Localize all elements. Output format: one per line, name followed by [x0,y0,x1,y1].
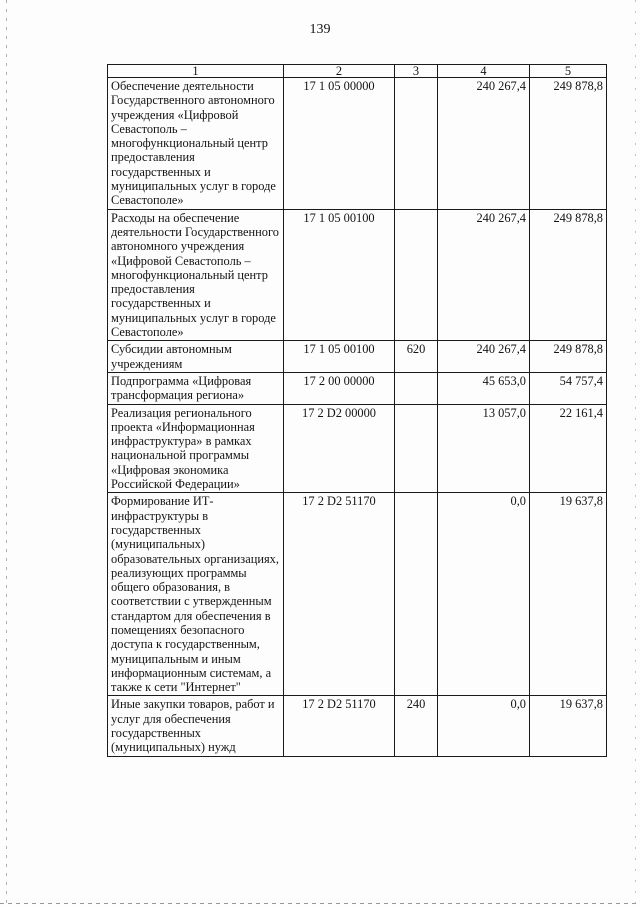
row-expense-type: 620 [395,341,438,373]
row-amount-1: 240 267,4 [438,341,530,373]
column-header-name: 1 [108,65,284,78]
row-name: Подпрограмма «Цифровая трансформация региона» [108,372,284,404]
row-expense-type [395,372,438,404]
row-expense-type: 240 [395,696,438,756]
table-row [108,341,607,373]
row-name: Реализация регионального проекта «Информационная инфраструктура» в рамках национальной программы «Цифровая экономика Российской Федерации» [108,404,284,493]
row-name: Обеспечение деятельности Государственного автономного учреждения «Цифровой Севастополь – многофункциональный центр предоставления государственных и муниципальных услуг в городе Севастополе» [108,78,284,210]
page-number: 139 [309,22,331,37]
column-header-amount-1: 4 [438,65,530,78]
row-code: 17 2 D2 51170 [284,493,395,696]
scan-edge-right [635,0,636,905]
row-code: 17 1 05 00000 [284,78,395,210]
table-row [108,78,607,210]
table-header-row [108,65,607,78]
table-row [108,209,607,341]
row-amount-2: 249 878,8 [530,209,607,341]
row-amount-1: 45 653,0 [438,372,530,404]
scan-edge-left [6,0,7,905]
budget-table [107,64,607,757]
row-amount-1: 0,0 [438,696,530,756]
row-name: Формирование ИТ-инфраструктуры в государственных (муниципальных) образовательных организациях, реализующих программы общего образования, в соответствии с утвержденным стандартом для обеспечения в помещениях безопасного доступа к государственным, муниципальным и иным информационным системам, а также к сети "Интернет" [108,493,284,696]
row-amount-2: 19 637,8 [530,493,607,696]
row-code: 17 2 00 00000 [284,372,395,404]
row-amount-2: 19 637,8 [530,696,607,756]
row-amount-2: 22 161,4 [530,404,607,493]
row-amount-2: 249 878,8 [530,78,607,210]
column-header-expense-type: 3 [395,65,438,78]
row-code: 17 2 D2 51170 [284,696,395,756]
scan-edge-bottom [0,903,640,904]
row-amount-1: 0,0 [438,493,530,696]
row-name: Иные закупки товаров, работ и услуг для обеспечения государственных (муниципальных) нужд [108,696,284,756]
row-expense-type [395,209,438,341]
row-amount-1: 13 057,0 [438,404,530,493]
row-expense-type [395,493,438,696]
row-code: 17 2 D2 00000 [284,404,395,493]
row-amount-1: 240 267,4 [438,209,530,341]
row-expense-type [395,78,438,210]
row-amount-2: 54 757,4 [530,372,607,404]
table-row [108,493,607,696]
column-header-code: 2 [284,65,395,78]
row-name: Субсидии автономным учреждениям [108,341,284,373]
row-name: Расходы на обеспечение деятельности Государственного автономного учреждения «Цифровой Севастополь – многофункциональный центр предоставления государственных и муниципальных услуг в городе Севастополе» [108,209,284,341]
row-amount-1: 240 267,4 [438,78,530,210]
table-row [108,696,607,756]
table-row [108,404,607,493]
row-expense-type [395,404,438,493]
row-amount-2: 249 878,8 [530,341,607,373]
row-code: 17 1 05 00100 [284,209,395,341]
table-row [108,372,607,404]
row-code: 17 1 05 00100 [284,341,395,373]
column-header-amount-2: 5 [530,65,607,78]
